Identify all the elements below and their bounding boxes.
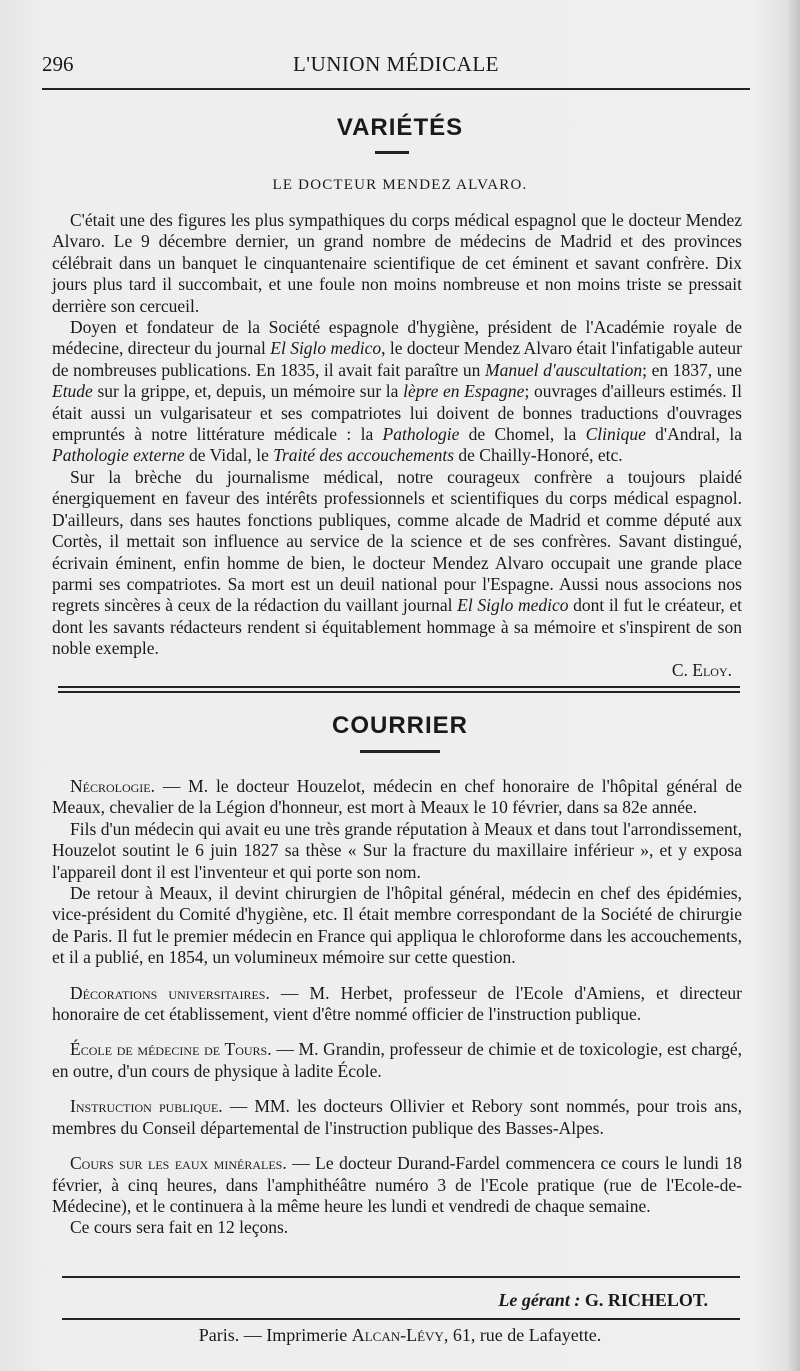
- title-underline: [375, 151, 409, 154]
- footer-rule: [62, 1276, 740, 1278]
- page-edge-shadow: [786, 0, 800, 1371]
- news-item-cours: Cours sur les eaux minérales. — Le docteur Durand-Fardel commencera ce cours le lundi 18 février, à cinq heures, dans l'amphithéâtre numéro 3 de l'Ecole pratique (rue de l'Ecole-de-Médecine), et le continuera à la même heure les lundi et vendredi de chaque semaine.: [52, 1153, 742, 1216]
- section-separator: [58, 691, 740, 693]
- item-label: École de médecine de Tours.: [70, 1039, 272, 1060]
- item-label: Nécrologie.: [70, 776, 156, 796]
- header-rule: [42, 88, 750, 90]
- news-item-ecole: École de médecine de Tours. — M. Grandin, professeur de chimie et de toxicologie, est chargé, en outre, d'un cours de physique à ladite École.: [52, 1039, 742, 1081]
- paragraph: Doyen et fondateur de la Société espagnole d'hygiène, président de l'Académie royale de médecine, directeur du journal El Siglo medico, le docteur Mendez Alvaro était l'infatigable auteur de nombreuses publications. En 1835, il avait fait paraître un Manuel d'auscultation; en 1837, une Etude sur la grippe, et, depuis, un mémoire sur la lèpre en Espagne; ouvrages d'ailleurs estimés. Il était aussi un vulgarisateur et ses compatriotes lui doivent de bonnes traductions d'ouvrages empruntés à notre littérature médicale : la Pathologie de Chomel, la Clinique d'Andral, la Pathologie externe de Vidal, le Traité des accouchements de Chailly-Honoré, etc.: [52, 317, 743, 466]
- section-title-varietes: VARIÉTÉS: [336, 114, 464, 141]
- paragraph: C'était une des figures les plus sympathiques du corps médical espagnol que le docteur Mendez Alvaro. Le 9 décembre dernier, un grand nombre de médecins de Madrid et des provinces célébrait dans un banquet le cinquantenaire scientifique de cet éminent et savant confrère. Dix jours plus tard il succombait, et une foule non moins nombreuse et non moins triste se pressait derrière son cercueil.: [52, 210, 742, 316]
- paragraph: Sur la brèche du journalisme médical, notre courageux confrère a toujours plaidé énergiquement en faveur des intérêts professionnels et scientifiques du corps médical espagnol. D'ailleurs, dans ses hautes fonctions publiques, comme alcade de Madrid et comme député aux Cortès, il mettait son influence au service de la science et de ses confrères. Savant distingué, écrivain éminent, enfin homme de bien, le docteur Mendez Alvaro occupait une grande place parmi ses compatriotes. Sa mort est un deuil national pour l'Espagne. Aussi nous associons nos regrets sincères à ceux de la rédaction du vaillant journal El Siglo medico dont il fut le créateur, et dont les savants rédacteurs rendent si équitablement hommage à sa mémoire et s'inspirent de son noble exemple.: [52, 466, 742, 659]
- title-underline: [360, 750, 440, 753]
- item-label: Instruction publique.: [70, 1096, 223, 1117]
- paragraph: Fils d'un médecin qui avait eu une très grande réputation à Meaux et dans tout l'arrondissement, Houzelot soutint le 6 juin 1827 sa thèse « Sur la fracture du maxillaire inférieur », et y exposa l'appareil dont il est l'inventeur et qui porte son nom.: [52, 818, 742, 882]
- paragraph: De retour à Meaux, il devint chirurgien de l'hôpital général, médecin en chef des épidémies, vice-président du Comité d'hygiène, etc. Il était membre correspondant de la Société de chirurgie de Paris. Il fut le premier médecin en France qui appliqua le chloroforme dans les accouchements, et il a publié, en 1854, un volumineux mémoire sur cette question.: [52, 883, 742, 968]
- footer-rule: [62, 1318, 740, 1320]
- paragraph: Ce cours sera fait en 12 leçons.: [70, 1217, 289, 1238]
- printer-imprint: Paris. — Imprimerie Alcan-Lévy, 61, rue de Lafayette.: [198, 1325, 602, 1345]
- courrier-column: [52, 776, 742, 1239]
- section-title-courrier: COURRIER: [331, 712, 468, 739]
- item-label: Décorations universitaires.: [70, 982, 270, 1003]
- news-item-decorations: Décorations universitaires. — M. Herbet, professeur de l'Ecole d'Amiens, et directeur honoraire de cet établissement, vient d'être nommé officier de l'instruction publique.: [52, 982, 742, 1025]
- section-separator: [58, 686, 740, 688]
- news-item-instruction: Instruction publique. — MM. les docteurs Ollivier et Rebory sont nommés, pour trois ans, membres du Conseil départemental de l'instruction publique des Basses-Alpes.: [52, 1096, 742, 1138]
- gerant-line: Le gérant : G. RICHELOT.: [498, 1290, 708, 1310]
- varietes-article: [52, 210, 742, 681]
- item-label: Cours sur les eaux minérales.: [70, 1153, 287, 1174]
- page-header: [42, 48, 750, 78]
- article-subheading: LE DOCTEUR MENDEZ ALVARO.: [272, 177, 528, 193]
- running-title: L'UNION MÉDICALE: [292, 52, 499, 76]
- author-signature: C. Eloy.: [671, 659, 732, 680]
- page-number: 296: [42, 52, 74, 76]
- news-item-necrologie: Nécrologie. — M. le docteur Houzelot, médecin en chef honoraire de l'hôpital général de Meaux, chevalier de la Légion d'honneur, est mort à Meaux le 10 février, dans sa 82e année.: [52, 776, 742, 818]
